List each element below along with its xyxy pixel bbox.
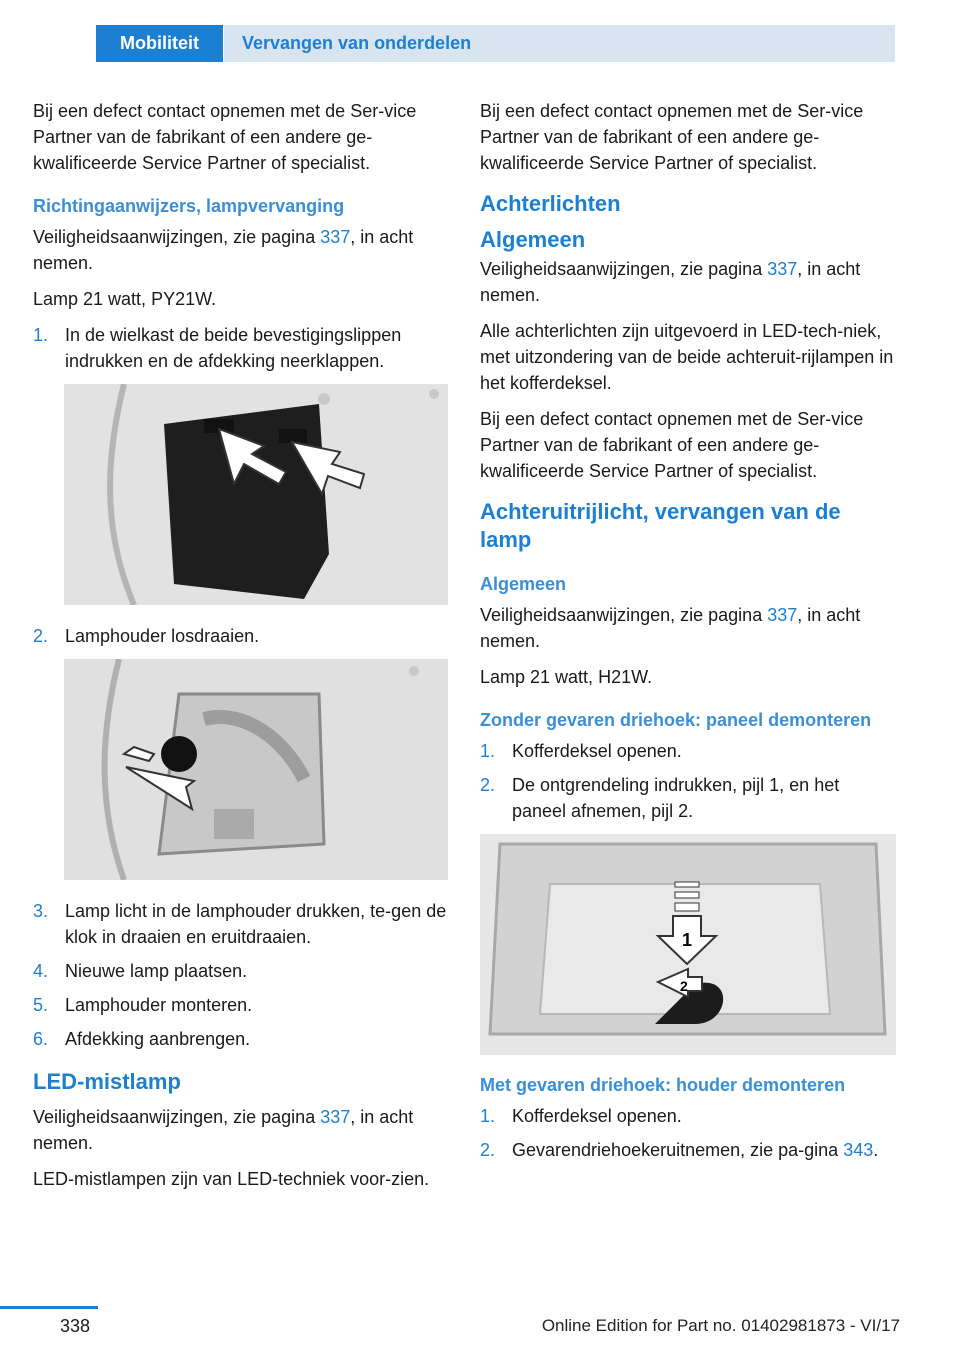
figure-trunk-lid-panel — [480, 834, 896, 1055]
list-item: 3. Lamp licht in de lamphouder drukken, te-gen de klok in draaien en eruitdraaien. — [33, 901, 447, 947]
intro-paragraph: Bij een defect contact opnemen met de Ser-vice Partner van de fabrikant of een andere ge-kwalificeerde Service Partner of specialist. — [33, 101, 417, 173]
page-link[interactable]: 337 — [320, 1107, 351, 1127]
list-item: 2. Gevarendriehoekeruitnemen, zie pa-gina 343. — [480, 1140, 879, 1160]
heading-rear-lights: Achterlichten — [480, 191, 621, 216]
heading-general: Algemeen — [480, 227, 586, 252]
lamp-spec: Lamp 21 watt, PY21W. — [33, 289, 217, 309]
heading-turn-signals: Richtingaanwijzers, lampvervanging — [33, 196, 345, 216]
safety-note: Veiligheidsaanwijzingen, zie pagina 337, in acht nemen. — [33, 1107, 414, 1153]
figure-wheel-arch-cover — [64, 384, 448, 605]
right-column — [480, 98, 896, 1171]
figure-label-1: 1 — [681, 930, 693, 950]
edition-note: Online Edition for Part no. 01402981873 - VI/17 — [541, 1316, 900, 1335]
intro-paragraph-2: Bij een defect contact opnemen met de Ser-vice Partner van de fabrikant of een andere ge-kwalificeerde Service Partner of specialist. — [480, 409, 864, 481]
list-item: 4. Nieuwe lamp plaatsen. — [33, 961, 248, 981]
heading-reverse-light: Achteruitrijlicht, vervangen van de lamp — [480, 499, 841, 552]
left-column — [33, 98, 449, 1202]
heading-led-fog-lamp: LED-mistlamp — [33, 1069, 181, 1094]
page-number: 338 — [60, 1316, 91, 1336]
heading-with-triangle: Met gevaren driehoek: houder demonteren — [480, 1075, 846, 1095]
list-item: 5. Lamphouder monteren. — [33, 995, 253, 1015]
list-item: 6. Afdekking aanbrengen. — [33, 1029, 251, 1049]
safety-note: Veiligheidsaanwijzingen, zie pagina 337, in acht nemen. — [480, 605, 861, 651]
section-tab: Mobiliteit — [96, 25, 223, 62]
intro-paragraph: Bij een defect contact opnemen met de Ser-vice Partner van de fabrikant of een andere ge-kwalificeerde Service Partner of specialist. — [480, 101, 864, 173]
footer-accent-line — [0, 1306, 98, 1309]
figure-lamp-holder — [64, 659, 448, 880]
page-link[interactable]: 337 — [320, 227, 351, 247]
heading-general-2: Algemeen — [480, 574, 567, 594]
page-link[interactable]: 337 — [767, 259, 798, 279]
safety-note: Veiligheidsaanwijzingen, zie pagina 337, in acht nemen. — [33, 227, 414, 273]
chapter-title-tab: Vervangen van onderdelen — [224, 25, 895, 62]
fog-lamp-text: LED-mistlampen zijn van LED-techniek voor-zien. — [33, 1169, 430, 1189]
heading-without-triangle: Zonder gevaren driehoek: paneel demonteren — [480, 710, 872, 730]
list-item: 2. De ontgrendeling indrukken, pijl 1, en het paneel afnemen, pijl 2. — [480, 775, 840, 821]
safety-note: Veiligheidsaanwijzingen, zie pagina 337, in acht nemen. — [480, 259, 861, 305]
list-item: 2. Lamphouder losdraaien. — [33, 626, 260, 646]
page-link[interactable]: 343 — [843, 1140, 874, 1160]
list-item: 1. Kofferdeksel openen. — [480, 1106, 682, 1126]
lamp-spec: Lamp 21 watt, H21W. — [480, 667, 653, 687]
list-item: 1. In de wielkast de beide bevestigingslippen indrukken en de afdekking neerklappen. — [33, 325, 402, 371]
list-item: 1. Kofferdeksel openen. — [480, 741, 682, 761]
led-text: Alle achterlichten zijn uitgevoerd in LED-tech-niek, met uitzondering van de beide achteruit-rijlampen in het kofferdeksel. — [480, 321, 894, 393]
figure-label-2: 2 — [680, 978, 688, 994]
page-link[interactable]: 337 — [767, 605, 798, 625]
